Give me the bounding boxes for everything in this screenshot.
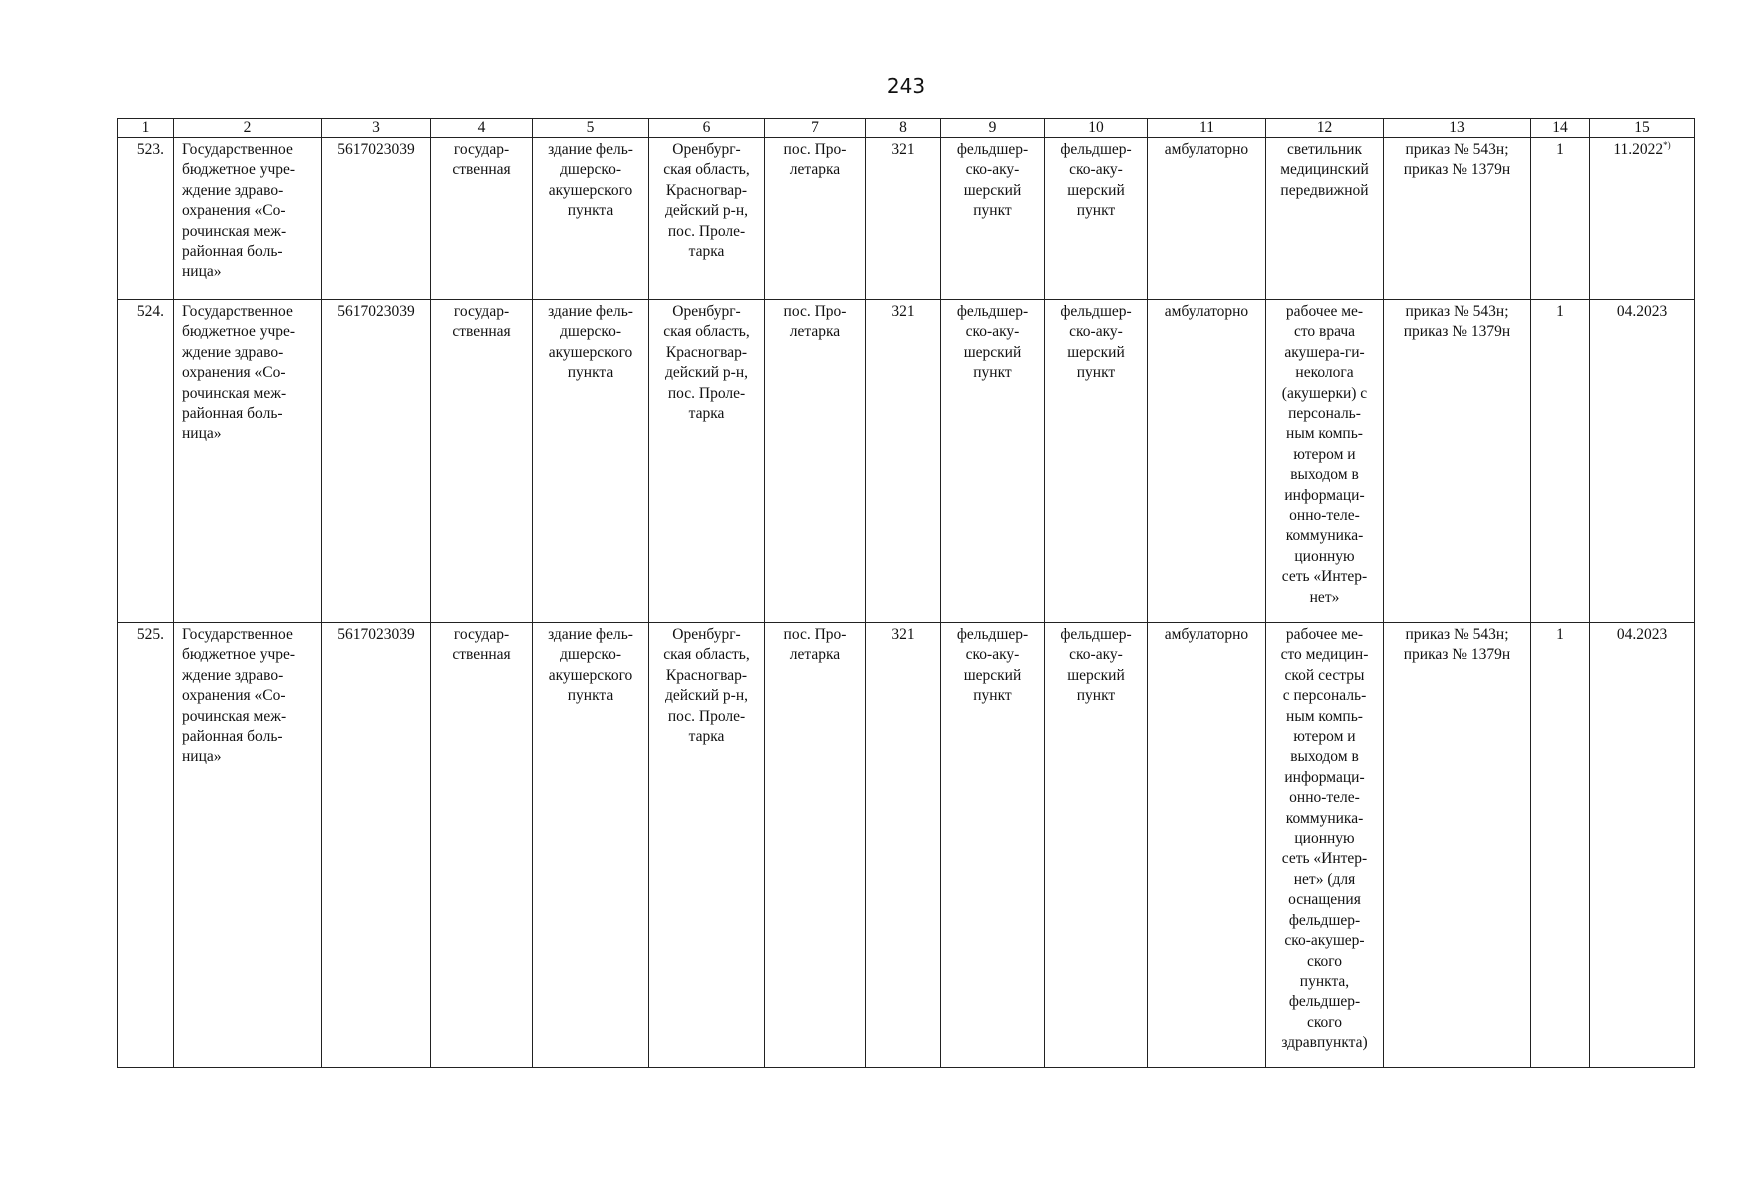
orders-text: приказ № 543н; приказ № 1379н [1403,626,1511,664]
locality-cell [765,138,866,300]
organization-cell [174,623,322,1068]
column-number: 11 [1148,119,1266,138]
inn-cell: 5617023039 [322,623,431,1068]
locality-cell [765,300,866,623]
address-cell [649,300,765,623]
quantity-cell: 1 [1531,300,1590,623]
row-number-cell: 525. [118,623,174,1068]
address-cell [649,623,765,1068]
column-number: 9 [941,119,1045,138]
orders-cell [1384,623,1531,1068]
table-row [118,300,1695,623]
ownership-cell [431,300,533,623]
equipment-cell [1266,300,1384,623]
register-table [117,118,1695,1068]
unit-name-text: фельдшер- ско-аку- шерский пункт [1060,141,1132,220]
building-text: здание фель- дшерско- акушерского пункта [548,141,633,220]
address-text: Оренбург- ская область, Красногвар- дейский р-н, пос. Проле- тарка [663,141,750,261]
building-cell [533,623,649,1068]
column-number: 2 [174,119,322,138]
organization-cell [174,138,322,300]
ownership-text: государ- ственная [452,141,511,179]
date-cell [1590,300,1695,623]
locality-cell [765,623,866,1068]
building-cell [533,138,649,300]
column-number: 12 [1266,119,1384,138]
inn-cell: 5617023039 [322,138,431,300]
date-text: 04.2023 [1616,626,1668,643]
column-number: 8 [866,119,941,138]
date-cell [1590,138,1695,300]
ownership-text: государ- ственная [452,303,511,341]
orders-cell [1384,300,1531,623]
code-cell: 321 [866,623,941,1068]
column-number: 15 [1590,119,1695,138]
unit-type-text: фельдшер- ско-аку- шерский пункт [956,626,1029,705]
date-cell [1590,623,1695,1068]
quantity-cell: 1 [1531,623,1590,1068]
unit-name-text: фельдшер- ско-аку- шерский пункт [1060,626,1132,705]
unit-type-text: фельдшер- ско-аку- шерский пункт [956,141,1029,220]
column-number: 6 [649,119,765,138]
address-text: Оренбург- ская область, Красногвар- дейский р-н, пос. Проле- тарка [663,303,750,423]
column-number: 13 [1384,119,1531,138]
row-number-cell: 523. [118,138,174,300]
orders-text: приказ № 543н; приказ № 1379н [1403,303,1511,341]
equipment-text: рабочее ме- сто медицин- ской сестры с персональ- ным компь- ютером и выходом в информаци- онно-теле- коммуника- ционную сеть «Интер- нет» (для оснащения фельдшер- ско-акушер- ского пункта, фельдшер- ского здравпункта) [1280,626,1369,1052]
unit-name-cell [1045,623,1148,1068]
equipment-text: рабочее ме- сто врача акушера-ги- неколога (акушерки) с персональ- ным компь- ютером и выходом в информаци- онно-теле- коммуника- ционную сеть «Интер- нет» [1281,303,1368,606]
orders-text: приказ № 543н; приказ № 1379н [1403,141,1511,179]
organization-text: Государственное бюджетное учре- ждение здраво- охранения «Со- рочинская меж- районная боль- ница» [182,141,296,281]
orders-cell [1384,138,1531,300]
date-footnote-mark: *) [1663,140,1671,150]
column-number: 3 [322,119,431,138]
column-number: 5 [533,119,649,138]
column-number: 4 [431,119,533,138]
unit-type-cell [941,623,1045,1068]
unit-type-cell [941,300,1045,623]
column-number: 10 [1045,119,1148,138]
unit-type-text: фельдшер- ско-аку- шерский пункт [956,303,1029,382]
date-text: 11.2022 [1613,141,1664,158]
code-cell: 321 [866,138,941,300]
organization-text: Государственное бюджетное учре- ждение здраво- охранения «Со- рочинская меж- районная боль- ница» [182,303,296,443]
organization-text: Государственное бюджетное учре- ждение здраво- охранения «Со- рочинская меж- районная боль- ница» [182,626,296,766]
equipment-text: светильник медицинский передвижной [1280,141,1369,199]
inn-cell: 5617023039 [322,300,431,623]
code-cell: 321 [866,300,941,623]
equipment-cell [1266,623,1384,1068]
page-number: 243 [886,74,926,98]
equipment-cell [1266,138,1384,300]
building-text: здание фель- дшерско- акушерского пункта [548,303,633,382]
column-number: 7 [765,119,866,138]
ownership-cell [431,138,533,300]
address-text: Оренбург- ская область, Красногвар- дейский р-н, пос. Проле- тарка [663,626,750,746]
unit-name-cell [1045,138,1148,300]
care-form-cell: амбулаторно [1148,300,1266,623]
unit-name-cell [1045,300,1148,623]
column-number: 1 [118,119,174,138]
ownership-cell [431,623,533,1068]
date-text: 04.2023 [1616,303,1668,320]
column-number: 14 [1531,119,1590,138]
ownership-text: государ- ственная [452,626,511,664]
table-row [118,138,1695,300]
row-number-cell: 524. [118,300,174,623]
unit-type-cell [941,138,1045,300]
organization-cell [174,300,322,623]
locality-text: пос. Про- летарка [783,303,847,341]
building-cell [533,300,649,623]
unit-name-text: фельдшер- ско-аку- шерский пункт [1060,303,1132,382]
address-cell [649,138,765,300]
quantity-cell: 1 [1531,138,1590,300]
care-form-cell: амбулаторно [1148,138,1266,300]
column-number-row [118,119,1695,138]
table-row [118,623,1695,1068]
building-text: здание фель- дшерско- акушерского пункта [548,626,633,705]
locality-text: пос. Про- летарка [783,626,847,664]
care-form-cell: амбулаторно [1148,623,1266,1068]
locality-text: пос. Про- летарка [783,141,847,179]
